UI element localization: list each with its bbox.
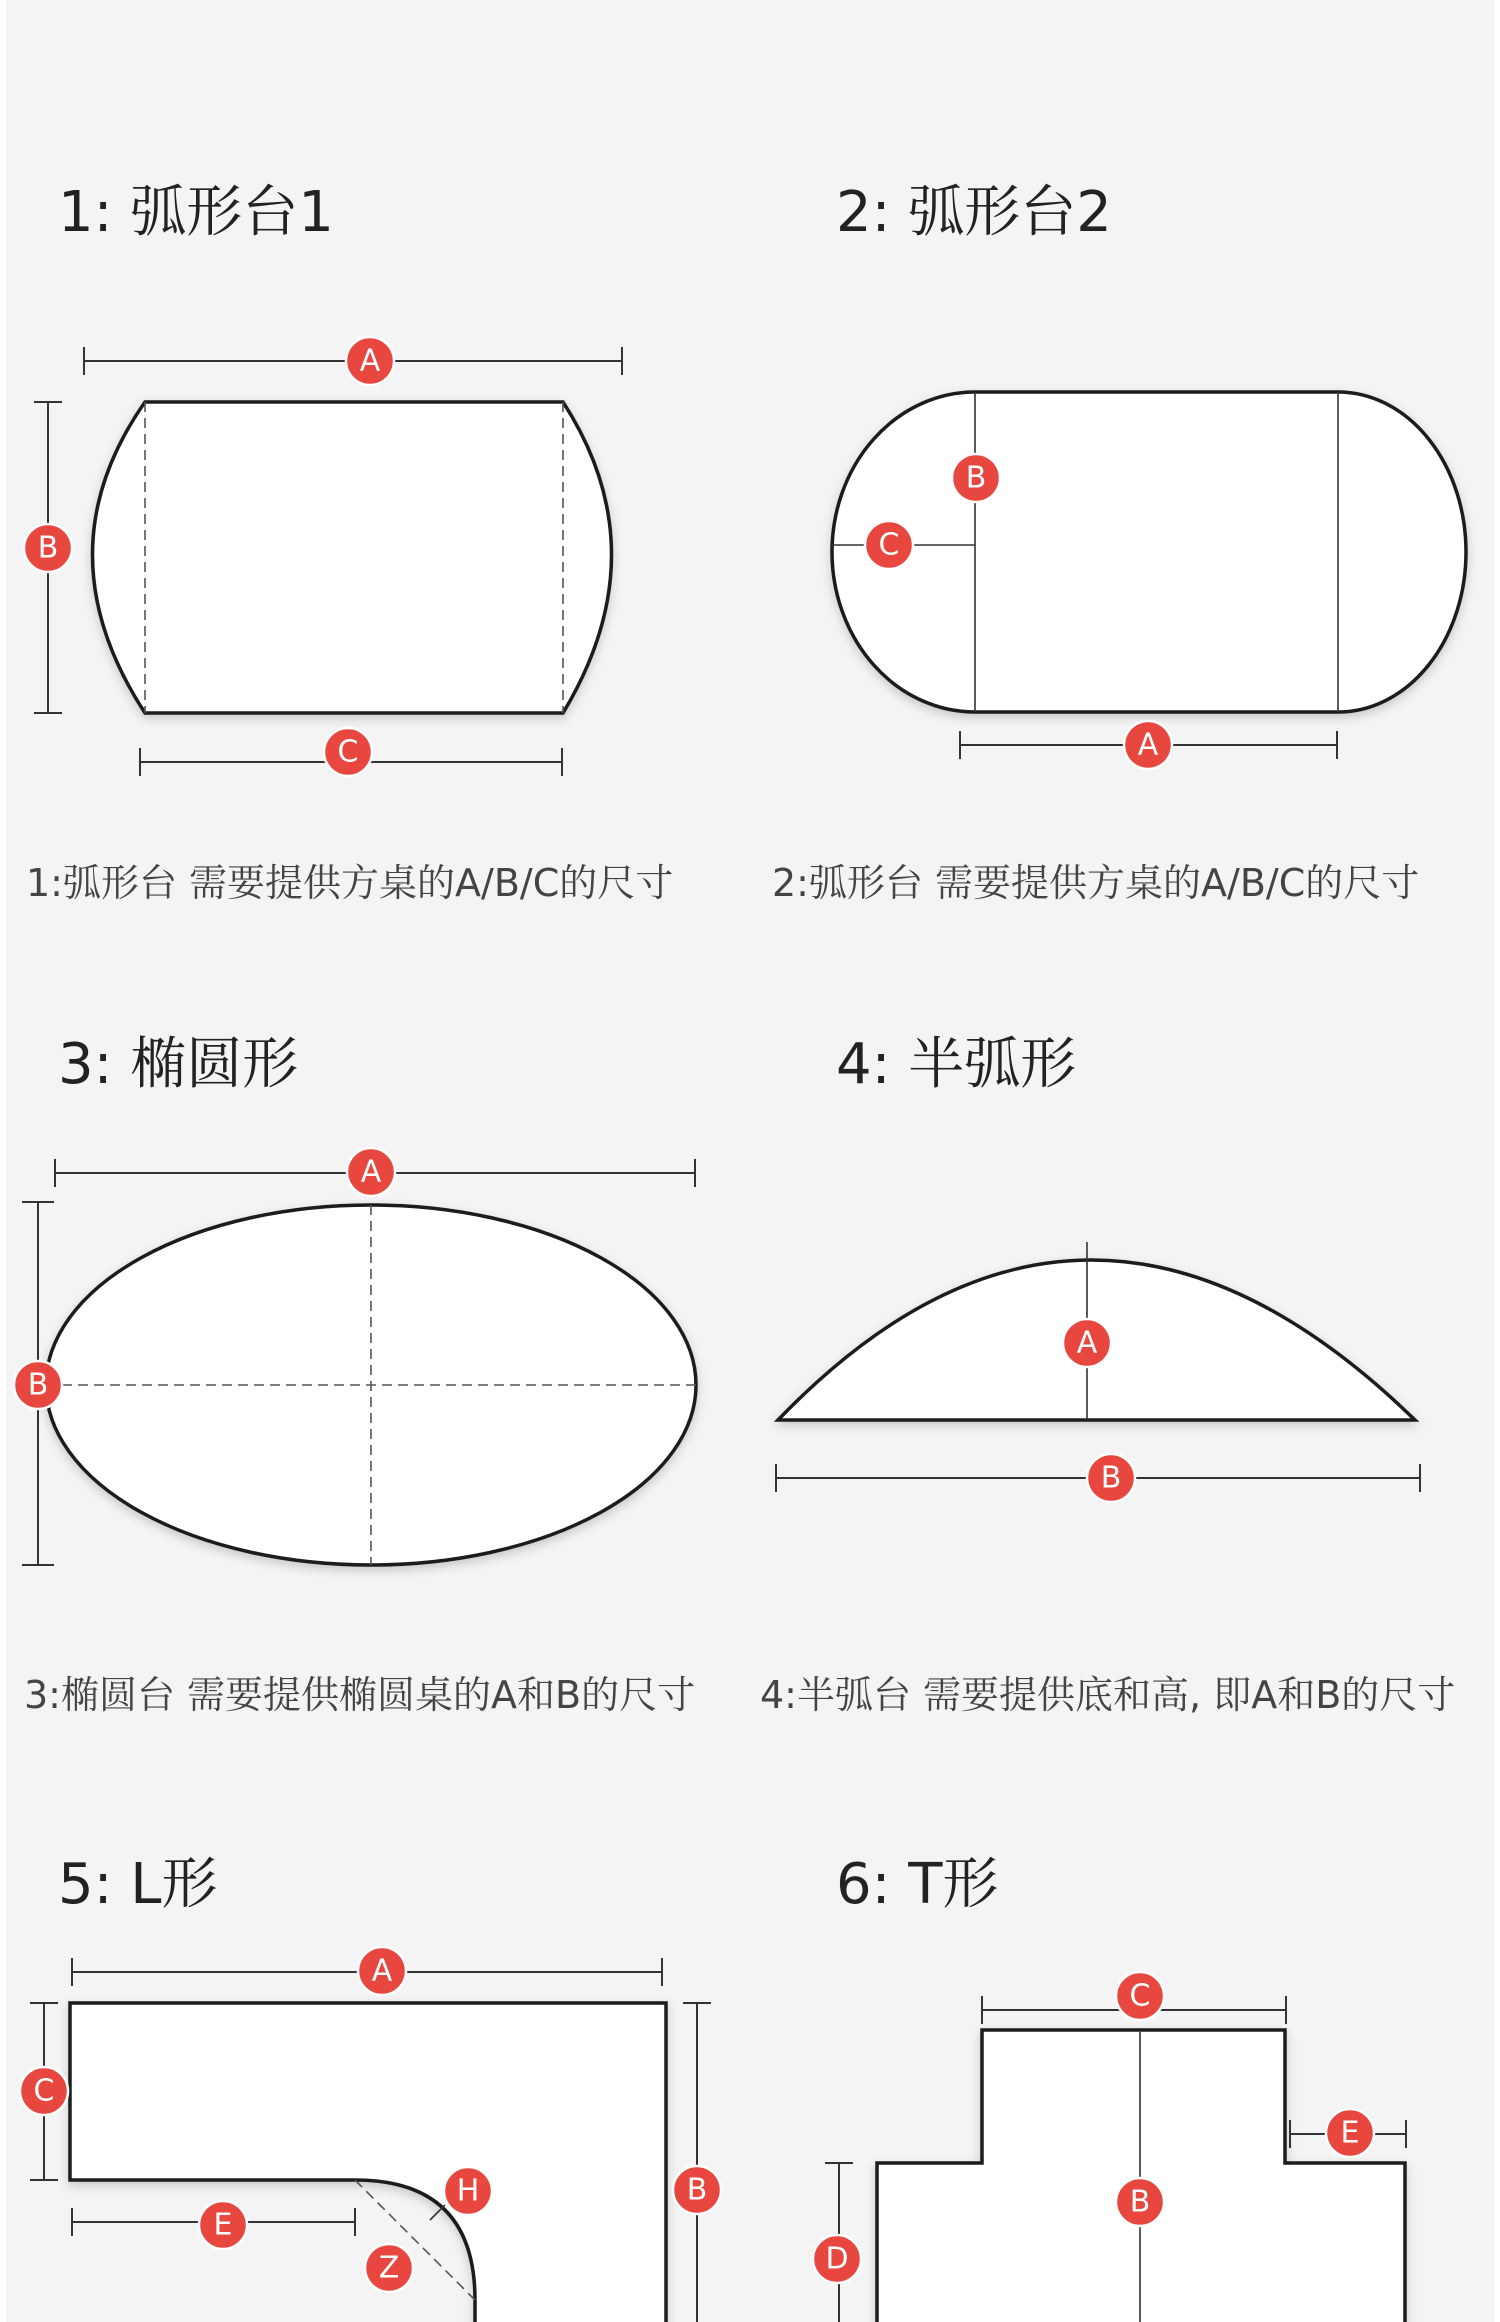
shape-6-marker-b [1116, 2178, 1164, 2226]
shape-3-marker-b [14, 1361, 62, 1409]
section-1-caption: 1:弧形台 需要提供方桌的A/B/C的尺寸 [26, 861, 674, 905]
section-1-title: 1: 弧形台1 [58, 180, 334, 245]
svg-text:A: A [371, 1953, 393, 1989]
shape-2-marker-c [865, 521, 913, 569]
svg-text:C: C [878, 527, 900, 563]
svg-text:A: A [359, 343, 381, 379]
section-4-title: 4: 半弧形 [836, 1032, 1077, 1097]
svg-text:E: E [213, 2207, 233, 2243]
shape-4-half-arc-table [776, 1242, 1420, 1502]
shape-4-marker-a [1063, 1319, 1111, 1367]
section-2-title: 2: 弧形台2 [836, 180, 1112, 245]
section-2-caption: 2:弧形台 需要提供方桌的A/B/C的尺寸 [772, 861, 1420, 905]
shape-6-t-table [813, 1972, 1406, 2322]
shape-6-marker-c [1116, 1972, 1164, 2020]
shape-3-oval-table [14, 1148, 696, 1565]
shape-6-marker-e [1326, 2109, 1374, 2157]
shape-5-h-tick [430, 2205, 445, 2220]
svg-text:E: E [1340, 2115, 1360, 2151]
shape-3-marker-a [347, 1148, 395, 1196]
svg-text:B: B [965, 460, 987, 496]
shape-2-stadium-table [832, 392, 1466, 769]
section-5-title: 5: L形 [58, 1852, 218, 1917]
section-4-caption: 4:半弧台 需要提供底和高, 即A和B的尺寸 [760, 1673, 1456, 1717]
svg-text:A: A [360, 1154, 382, 1190]
shape-5-marker-z [365, 2244, 413, 2292]
svg-text:A: A [1137, 727, 1159, 763]
shape-5-marker-e [199, 2201, 247, 2249]
shape-5-marker-b [673, 2166, 721, 2214]
svg-text:Z: Z [378, 2250, 400, 2286]
svg-text:A: A [1076, 1325, 1098, 1361]
shape-1-outline [93, 402, 612, 713]
shape-2-marker-b [952, 454, 1000, 502]
svg-text:B: B [686, 2172, 708, 2208]
shape-2-marker-a [1124, 721, 1172, 769]
shape-1-marker-c [324, 728, 372, 776]
shape-2-outline [832, 392, 1466, 712]
shape-1-arc-table [24, 337, 622, 776]
shape-5-dim-b [683, 2003, 711, 2322]
shape-4-marker-b [1087, 1454, 1135, 1502]
shape-5-marker-h [444, 2167, 492, 2215]
shape-1-marker-a [346, 337, 394, 385]
svg-text:B: B [1100, 1460, 1122, 1496]
section-3-caption: 3:椭圆台 需要提供椭圆桌的A和B的尺寸 [24, 1673, 696, 1717]
shape-1-marker-b [24, 524, 72, 572]
shape-5-marker-c [20, 2067, 68, 2115]
section-6-title: 6: T形 [836, 1852, 999, 1917]
svg-text:B: B [37, 530, 59, 566]
svg-text:H: H [456, 2173, 480, 2209]
svg-text:C: C [337, 734, 359, 770]
svg-text:C: C [1129, 1978, 1151, 2014]
section-3-title: 3: 椭圆形 [58, 1032, 299, 1097]
shape-6-outline [877, 2030, 1405, 2322]
shape-5-marker-a [358, 1947, 406, 1995]
svg-text:D: D [825, 2241, 849, 2277]
svg-text:B: B [27, 1367, 49, 1403]
svg-text:C: C [33, 2073, 55, 2109]
shape-5-l-table [20, 1947, 721, 2322]
svg-text:B: B [1129, 2184, 1151, 2220]
shape-6-marker-d [813, 2235, 861, 2283]
